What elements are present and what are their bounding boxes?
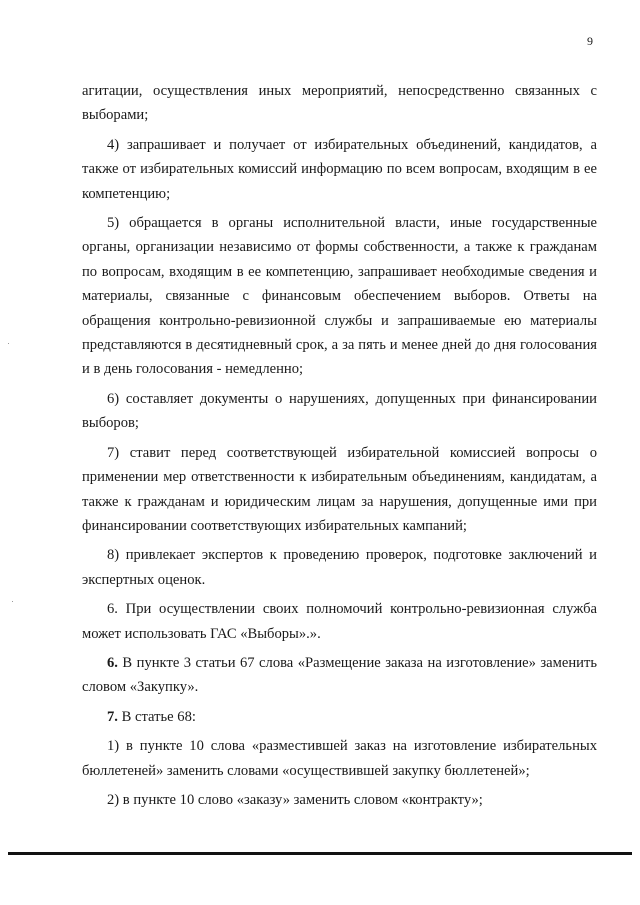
paragraph-text: В пункте 3 статьи 67 слова «Размещение заказа на изготовление» заменить словом «Закупку». bbox=[82, 654, 597, 696]
paragraph-text: В статье 68: bbox=[117, 708, 196, 725]
paragraph-subitem-2 bbox=[82, 788, 597, 812]
paragraph-text: агитации, осуществления иных мероприятий, непосредственно связанных с выборами; bbox=[82, 83, 597, 124]
paragraph-text: 1) в пункте 10 слова «разместившей заказ на изготовление избирательных бюллетеней» заменить словами «осуществившей закупку бюллетеней»; bbox=[82, 738, 597, 779]
paragraph-text: 4) запрашивает и получает от избирательных объединений, кандидатов, а также от избирательных комиссий информацию по всем вопросам, входящим в ее компетенцию; bbox=[82, 136, 597, 202]
scan-artifact bbox=[8, 343, 9, 344]
paragraph-item-4 bbox=[82, 133, 597, 206]
paragraph-agitation bbox=[82, 79, 597, 128]
paragraph-item-7 bbox=[82, 441, 597, 539]
bottom-rule bbox=[8, 852, 632, 855]
paragraph-item-8 bbox=[82, 543, 597, 592]
amendment-number: 6. bbox=[107, 654, 118, 671]
paragraph-text: 2) в пункте 10 слово «заказу» заменить словом «контракту»; bbox=[107, 791, 483, 808]
page-number: 9 bbox=[587, 34, 593, 48]
paragraph-text: 6) составляет документы о нарушениях, допущенных при финансировании выборов; bbox=[82, 390, 597, 432]
paragraph-text: 7) ставит перед соответствующей избирательной комиссией вопросы о применении мер ответственности к избирательным объединениям, кандидатам, а также к гражданам и юридическим лицам за нарушения, допущенные ими при финансировании соответствующих избирательных кампаний; bbox=[82, 444, 597, 534]
amendment-number: 7. bbox=[107, 708, 118, 725]
scan-artifact bbox=[12, 601, 13, 602]
paragraph-subitem-1 bbox=[82, 734, 597, 783]
paragraph-clause-6 bbox=[82, 597, 597, 646]
paragraph-text: 8) привлекает экспертов к проведению проверок, подготовке заключений и экспертных оценок. bbox=[82, 547, 597, 588]
paragraph-text: 6. При осуществлении своих полномочий контрольно-ревизионная служба может использовать ГАС «Выборы».». bbox=[82, 601, 597, 642]
document-body bbox=[82, 79, 597, 817]
paragraph-amendment-7 bbox=[82, 705, 597, 729]
paragraph-item-5 bbox=[82, 211, 597, 382]
paragraph-amendment-6 bbox=[82, 651, 597, 700]
paragraph-item-6 bbox=[82, 387, 597, 436]
paragraph-text: 5) обращается в органы исполнительной власти, иные государственные органы, организации независимо от формы собственности, а также к гражданам по вопросам, входящим в ее компетенцию, запрашивает необходимые сведения и материалы, связанные с финансовым обеспечением выборов. Ответы на обращения контрольно-ревизионной службы и запрашиваемые ею материалы представляются в десятидневный срок, а за пять и менее дней до дня голосования и в день голосования - немедленно; bbox=[82, 215, 597, 378]
